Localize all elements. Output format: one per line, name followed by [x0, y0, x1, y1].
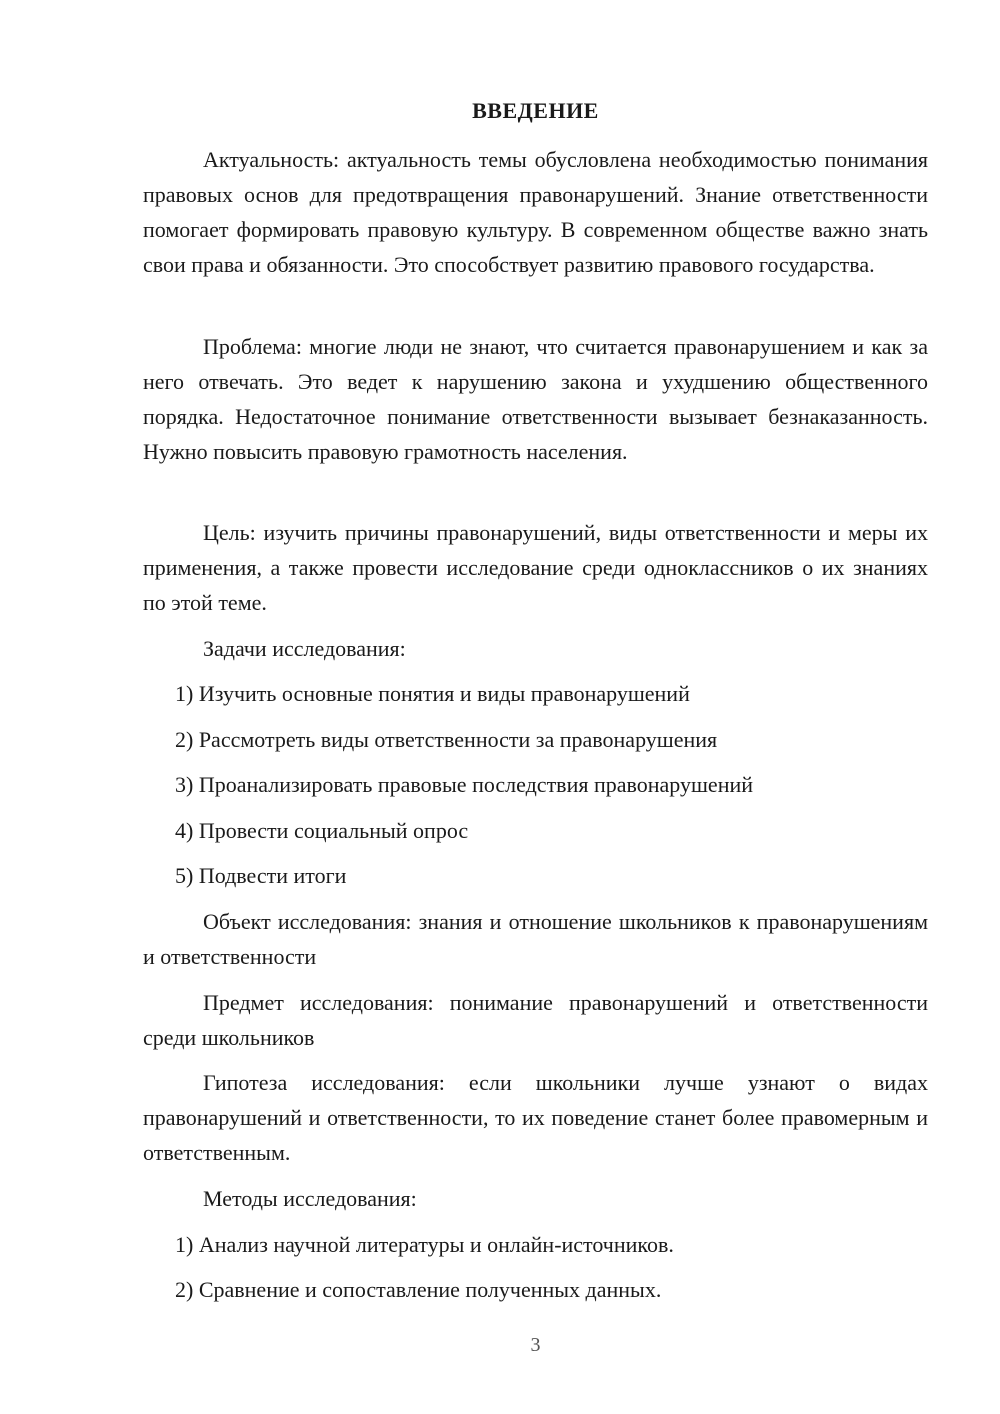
paragraph-relevance: Актуальность: актуальность темы обусловлена необходимостью понимания правовых основ для предотвращения правонарушений. Знание ответственности помогает формировать правовую культуру. В современном обществе важно знать свои права и обязанности. Это способствует развитию правового государства.: [143, 147, 928, 277]
method-item-2: 2) Сравнение и сопоставление полученных данных.: [175, 1277, 662, 1302]
page-title: ВВЕДЕНИЕ: [472, 98, 599, 123]
task-item-4: 4) Провести социальный опрос: [175, 818, 469, 843]
paragraph-problem: Проблема: многие люди не знают, что считается правонарушением и как за него отвечать. Это ведет к нарушению закона и ухудшению общественного порядка. Недостаточное понимание ответственности вызывает безнаказанность. Нужно повысить правовую грамотность населения.: [143, 334, 928, 464]
page-number: 3: [530, 1334, 541, 1356]
task-item-3: 3) Проанализировать правовые последствия правонарушений: [175, 772, 754, 797]
task-item-2: 2) Рассмотреть виды ответственности за правонарушения: [175, 727, 718, 752]
methods-heading: Методы исследования:: [203, 1186, 417, 1211]
tasks-heading: Задачи исследования:: [203, 636, 406, 661]
document-page: [143, 0, 928, 1414]
task-item-1: 1) Изучить основные понятия и виды правонарушений: [175, 681, 690, 706]
paragraph-object: Объект исследования: знания и отношение школьников к правонарушениям и ответственности: [143, 909, 928, 969]
paragraph-goal: Цель: изучить причины правонарушений, виды ответственности и меры их применения, а также провести исследование среди одноклассников о их знаниях по этой теме.: [143, 520, 928, 615]
paragraph-hypothesis: Гипотеза исследования: если школьники лучше узнают о видах правонарушений и ответственности, то их поведение станет более правомерным и ответственным.: [143, 1070, 928, 1165]
method-item-1: 1) Анализ научной литературы и онлайн-источников.: [175, 1232, 674, 1257]
paragraph-subject: Предмет исследования: понимание правонарушений и ответственности среди школьников: [143, 990, 928, 1050]
task-item-5: 5) Подвести итоги: [175, 863, 347, 888]
